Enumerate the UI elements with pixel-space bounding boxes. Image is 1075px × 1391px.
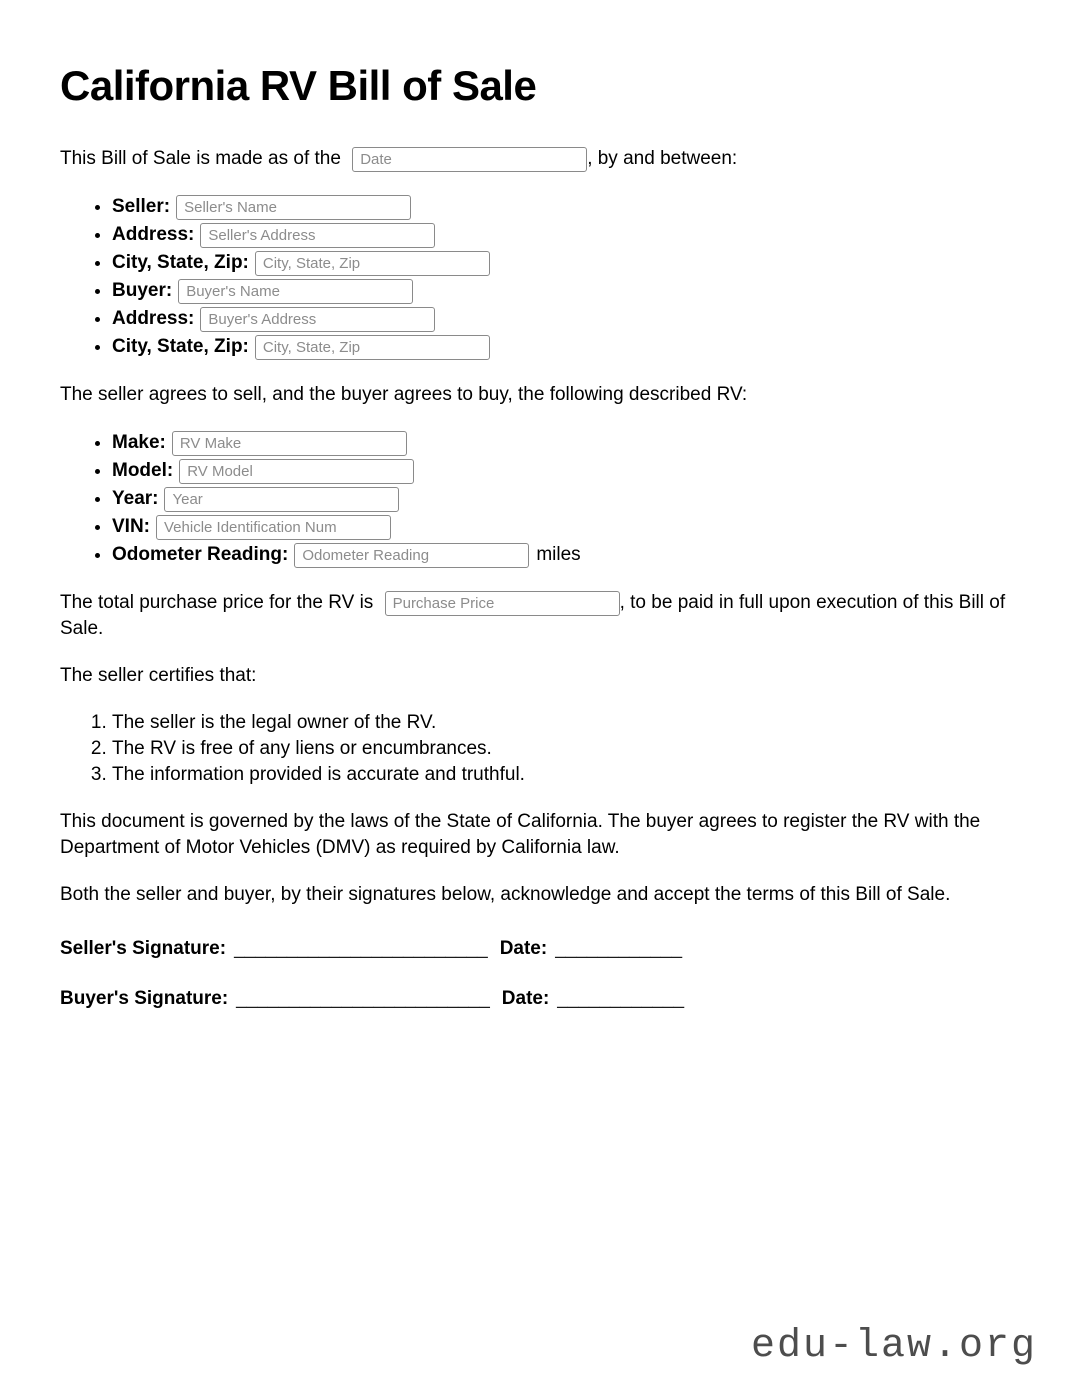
year-label: Year:: [112, 488, 159, 510]
certification-item: 1. The seller is the legal owner of the RV.: [112, 710, 1015, 736]
vin-label: VIN:: [112, 516, 150, 538]
list-item-seller-address: [112, 221, 1015, 249]
seller-date-label: Date:: [499, 938, 548, 960]
buyer-date-line: ____________: [557, 988, 685, 1010]
list-item-buyer-address: [112, 305, 1015, 333]
buyer-signature-line: ________________________: [236, 988, 490, 1010]
seller-signature-line: ________________________: [234, 938, 488, 960]
buyer-name-field[interactable]: [178, 279, 413, 304]
buyer-date-label: Date:: [501, 988, 550, 1010]
rv-intro-paragraph: The seller agrees to sell, and the buyer agrees to buy, the following described RV:: [60, 384, 748, 406]
list-item-seller-city-state-zip: [112, 249, 1015, 277]
price-paragraph: [60, 590, 1015, 642]
list-item-buyer: [112, 277, 1015, 305]
list-item-year: [112, 485, 1015, 513]
rv-year-field[interactable]: [164, 487, 399, 512]
buyer-city-state-zip-label: City, State, Zip:: [112, 336, 249, 358]
seller-label: Seller:: [112, 196, 171, 218]
rv-model-field[interactable]: [179, 459, 414, 484]
certification-item: 2. The RV is free of any liens or encumbrances.: [112, 736, 1015, 762]
seller-address-field[interactable]: [200, 223, 435, 248]
seller-name-field[interactable]: [176, 195, 411, 220]
price-text-before: The total purchase price for the RV is: [60, 592, 379, 614]
purchase-price-field[interactable]: [385, 591, 620, 616]
seller-signature-row: [60, 934, 1015, 964]
buyer-city-state-zip-field[interactable]: [255, 335, 490, 360]
watermark: edu-law.org: [750, 1324, 1037, 1369]
certification-list: [60, 710, 1015, 788]
rv-make-field[interactable]: [172, 431, 407, 456]
model-label: Model:: [112, 460, 174, 482]
list-item-make: [112, 429, 1015, 457]
list-item-seller: [112, 193, 1015, 221]
buyer-signature-row: [60, 984, 1015, 1014]
certify-heading: The seller certifies that:: [60, 665, 257, 687]
seller-signature-label: Seller's Signature:: [60, 938, 227, 960]
page-title: California RV Bill of Sale: [60, 62, 537, 109]
parties-list: [60, 193, 1015, 361]
odometer-label: Odometer Reading:: [112, 544, 289, 566]
rv-details-list: [60, 429, 1015, 569]
buyer-label: Buyer:: [112, 280, 173, 302]
list-item-vin: [112, 513, 1015, 541]
governing-law-paragraph: This document is governed by the laws of the State of California. The buyer agrees to register the RV with the Department of Motor Vehicles (DMV) as required by California law.: [60, 811, 981, 859]
seller-city-state-zip-label: City, State, Zip:: [112, 252, 249, 274]
price-text-after: , to be paid in full upon execution of this Bill of Sale.: [60, 592, 1006, 640]
buyer-signature-label: Buyer's Signature:: [60, 988, 229, 1010]
list-item-odometer: [112, 541, 1015, 569]
buyer-address-label: Address:: [112, 308, 195, 330]
intro-text-before: This Bill of Sale is made as of the: [60, 148, 347, 170]
seller-date-line: ____________: [555, 938, 683, 960]
date-field[interactable]: [352, 147, 587, 172]
acknowledgment-paragraph: Both the seller and buyer, by their signatures below, acknowledge and accept the terms of this Bill of Sale.: [60, 884, 951, 906]
list-item-model: [112, 457, 1015, 485]
seller-city-state-zip-field[interactable]: [255, 251, 490, 276]
seller-address-label: Address:: [112, 224, 195, 246]
certification-item: 3. The information provided is accurate and truthful.: [112, 762, 1015, 788]
odometer-unit: miles: [536, 544, 581, 566]
vin-field[interactable]: [156, 515, 391, 540]
buyer-address-field[interactable]: [200, 307, 435, 332]
make-label: Make:: [112, 432, 166, 454]
intro-text-after: , by and between:: [587, 148, 738, 170]
list-item-buyer-city-state-zip: [112, 333, 1015, 361]
odometer-field[interactable]: [294, 543, 529, 568]
intro-paragraph: [60, 146, 1015, 172]
